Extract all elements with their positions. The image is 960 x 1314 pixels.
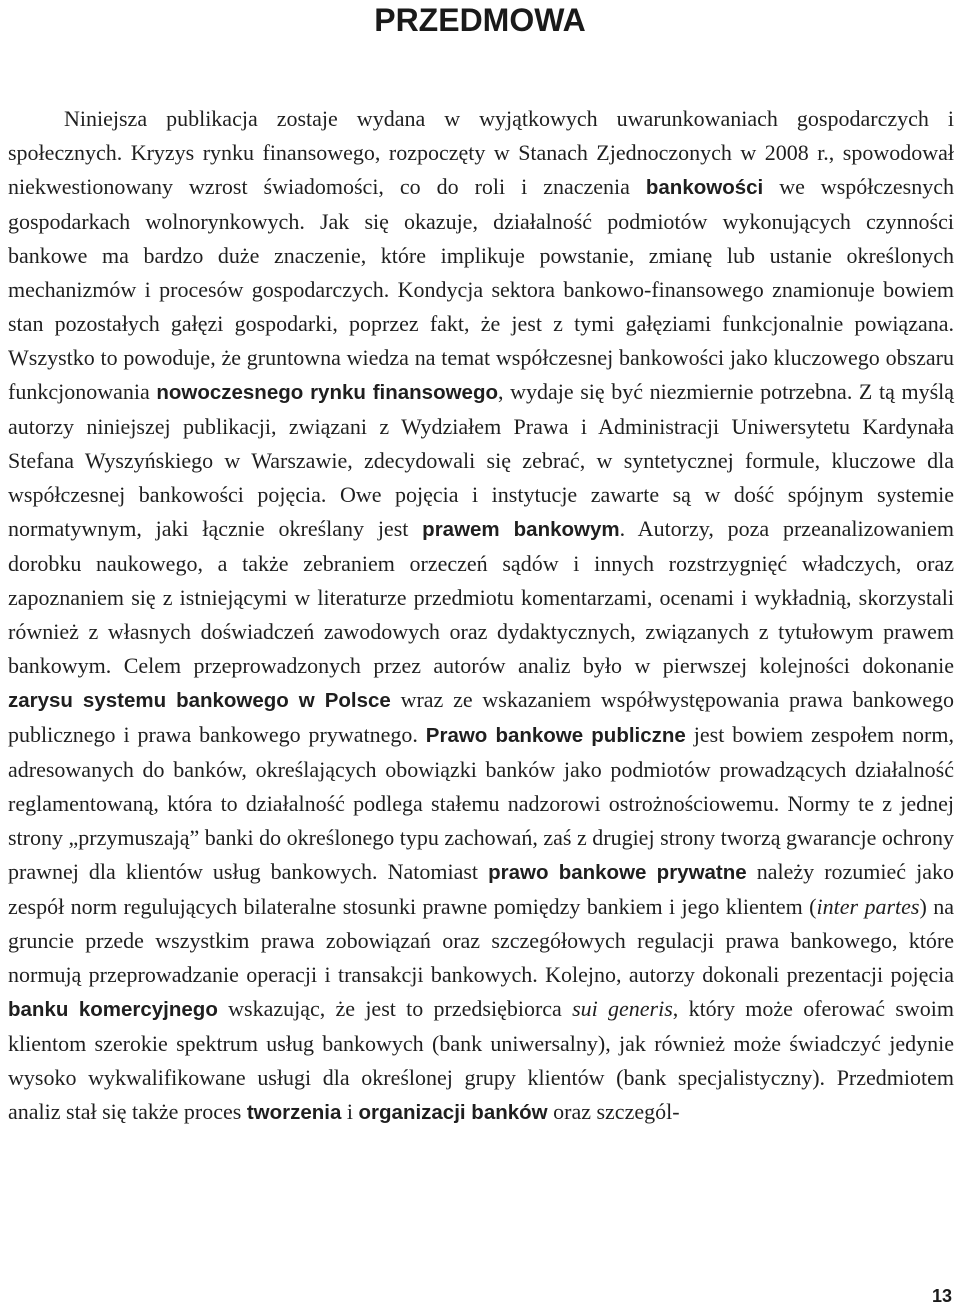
text-run: , wydaje się być niezmiernie potrzebna. Z tą myślą autorzy niniejszej publikacji, związani z Wydziałem Prawa i Administracji Uniwersytetu Kardynała Stefana Wyszyńskiego w Warszawie, zdecydowali się zebrać, w syntetycznej formule, kluczowe dla współczesnej bankowości pojęcia. Owe pojęcia i instytucje zawarte są w dość spójnym systemie normatywnym, jaki łącznie określany jest (8, 379, 955, 541)
text-run: i (341, 1099, 359, 1124)
emphasis-term: prawem bankowym (422, 518, 620, 541)
emphasis-term: bankowości (645, 176, 764, 199)
text-run: oraz szczegól- (547, 1099, 680, 1124)
latin-term: sui generis (572, 996, 673, 1021)
emphasis-term: Prawo bankowe publiczne (425, 724, 686, 747)
text-run: Niniejsza publikacja zostaje wydana w wyjątkowych uwarunkowaniach gospodarczych i społecznych. Kryzys rynku finansowego, rozpoczęty w Stanach Zjednoczonych w 2008 r., spowodował niekwestionowany wzrost świadomości, co do roli i znaczenia (8, 106, 954, 199)
text-run: ) na gruncie przede wszystkim prawa zobowiązań oraz szczegółowych regulacji prawa bankowego, które normują przeprowadzanie operacji i transakcji bankowych. Kolejno, autorzy dokonali prezentacji pojęcia (8, 894, 954, 987)
text-run: wskazując, że jest to przedsiębiorca (217, 996, 573, 1021)
emphasis-term: prawo bankowe prywatne (488, 861, 747, 884)
page-title: PRZEDMOWA (374, 2, 586, 38)
text-run: należy rozumieć jako zespół norm regulujących bilateralne stosunki prawne pomiędzy bankiem i jego klientem ( (8, 859, 954, 919)
text-run: we współczesnych gospodarkach wolnorynkowych. Jak się okazuje, działalność podmiotów wykonujących czynności bankowe ma bardzo duże znaczenie, które implikuje powstanie, zmianę lub ustanie określonych mechanizmów i procesów gospodarczych. Kondycja sektora bankowo-finansowego znamionuje bowiem stan pozostałych gałęzi gospodarki, poprzez fakt, że jest z tymi gałęziami funkcjonalnie powiązana. Wszystko to powoduje, że gruntowna wiedza na temat współczesnej bankowości jako kluczowego obszaru funkcjonowania (8, 174, 954, 404)
text-run: . Autorzy, poza przeanalizowaniem dorobku naukowego, a także zebraniem orzeczeń sądów i innych rozstrzygnięć władczych, oraz zapoznaniem się z istniejącymi w literaturze przedmiotu komentarzami, ocenami i wykładnią, skorzystali również z własnych doświadczeń zawodowych oraz dydaktycznych, związanych z tytułowym prawem bankowym. Celem przeprowadzonych przez autorów analiz było w pierwszej kolejności dokonanie (8, 516, 954, 678)
preface-paragraph (8, 102, 954, 1130)
emphasis-term: banku komercyjnego (8, 998, 218, 1021)
text-run: wraz ze wskazaniem współwystępowania prawa bankowego publicznego i prawa bankowego prywatnego. (8, 687, 954, 747)
text-run: jest bowiem zespołem norm, adresowanych do banków, określających obowiązki banków jako podmiotów prowadzących działalność reglamentowaną, która to działalność podlega stałemu nadzorowi ostrożnościowemu. Normy te z jednej strony „przymuszają” banki do określonego typu zachowań, zaś z drugiej strony tworzą gwarancje ochrony prawnej dla klientów usług bankowych. Natomiast (8, 722, 954, 884)
page-number: 13 (931, 1286, 952, 1306)
emphasis-term: organizacji banków (358, 1101, 548, 1124)
latin-term: inter partes (816, 894, 920, 919)
emphasis-term: nowoczesnego rynku finansowego (156, 381, 498, 404)
emphasis-term: zarysu systemu bankowego w Polsce (8, 689, 391, 712)
text-run: , który może oferować swoim klientom szerokie spektrum usług bankowych (bank uniwersalny), jak również może świadczyć jedynie wysoko wykwalifikowane usługi dla określonej grupy klientów (bank specjalistyczny). Przedmiotem analiz stał się także proces (8, 996, 954, 1124)
emphasis-term: tworzenia (246, 1101, 342, 1124)
